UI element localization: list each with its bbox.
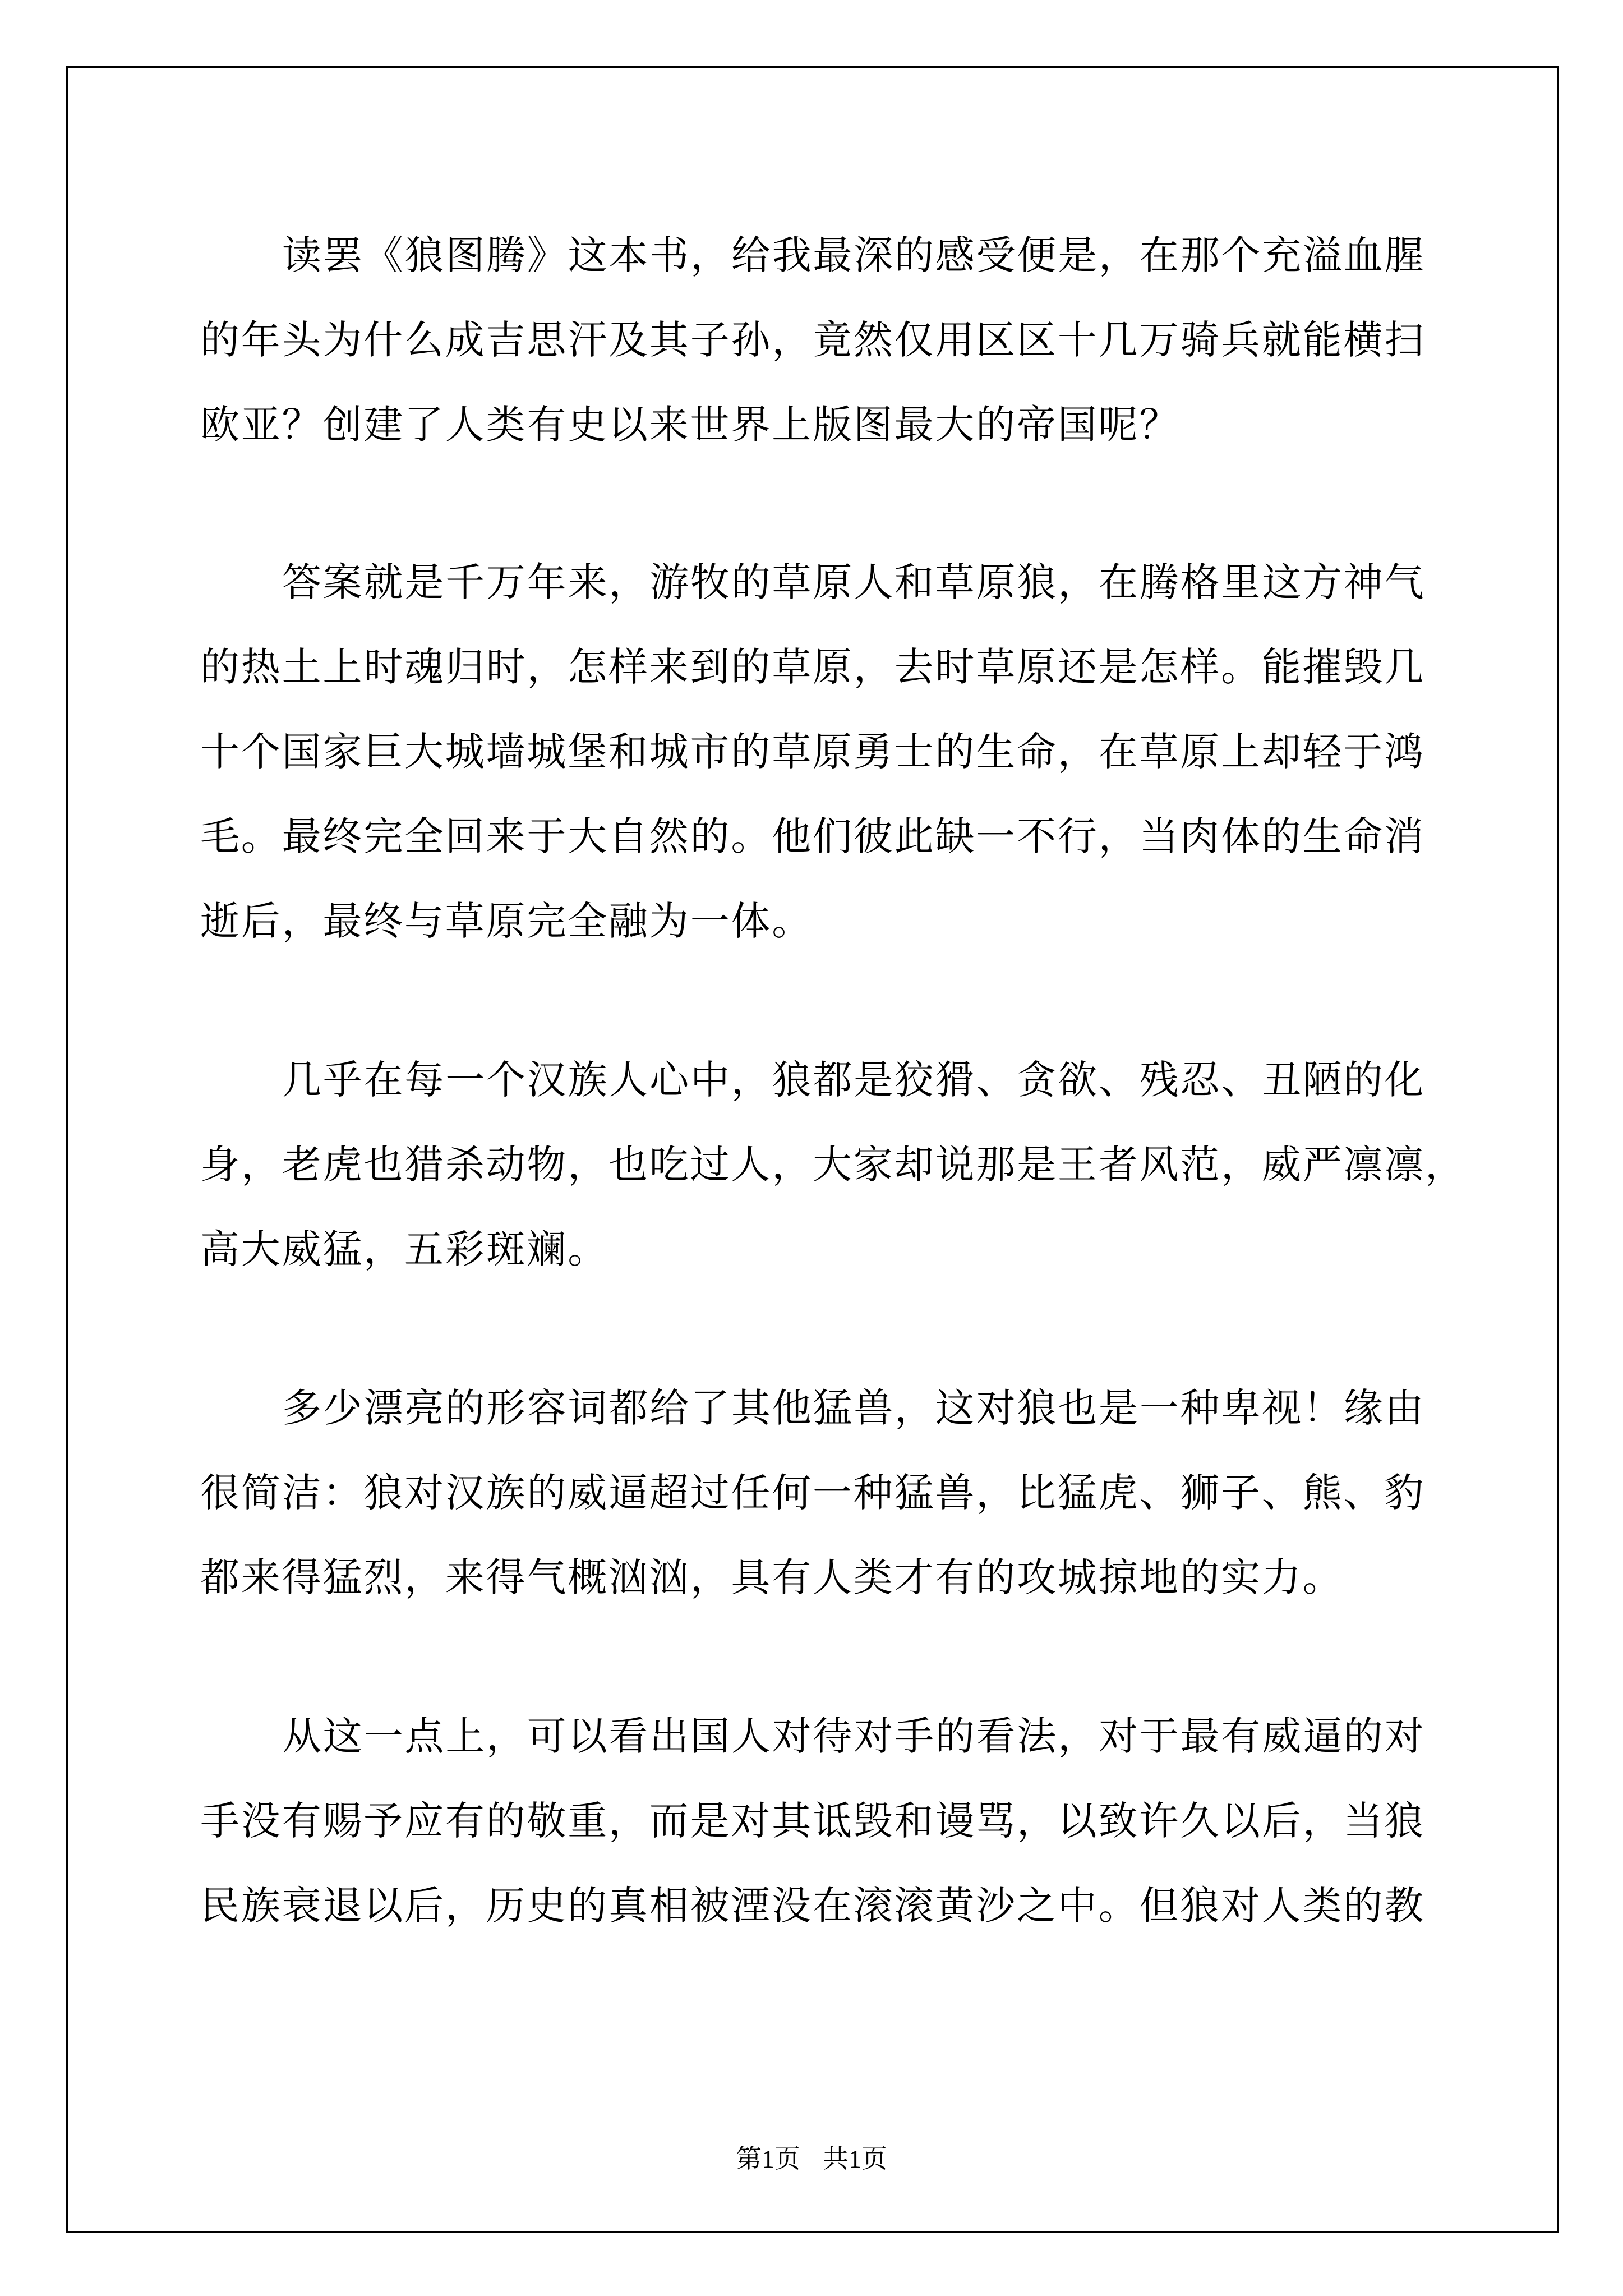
page-footer xyxy=(0,2138,1623,2175)
text-line: 的年头为什么成吉思汗及其子孙，竟然仅用区区十几万骑兵就能横扫 xyxy=(200,317,1425,363)
paragraph-2 xyxy=(200,540,1440,964)
paragraph-3 xyxy=(200,1038,1466,1292)
page-total: 共1页 xyxy=(823,2145,887,2173)
text-line: 手没有赐予应有的敬重，而是对其诋毁和谩骂，以致许久以后，当狼 xyxy=(200,1798,1425,1844)
paragraph-5 xyxy=(200,1694,1440,1948)
text-line: 答案就是千万年来，游牧的草原人和草原狼，在腾格里这方神气 xyxy=(282,559,1426,605)
text-line: 身，老虎也猎杀动物，也吃过人，大家却说那是王者风范，威严凛凛， xyxy=(200,1142,1466,1188)
text-line: 欧亚？创建了人类有史以来世界上版图最大的帝国呢？ xyxy=(200,402,1181,448)
text-line: 都来得猛烈，来得气概汹汹，具有人类才有的攻城掠地的实力。 xyxy=(200,1554,1344,1600)
paragraph-1 xyxy=(200,213,1440,467)
text-line: 读罢《狼图腾》这本书，给我最深的感受便是，在那个充溢血腥 xyxy=(282,232,1426,278)
text-line: 从这一点上，可以看出国人对待对手的看法，对于最有威逼的对 xyxy=(282,1713,1426,1759)
text-line: 的热土上时魂归时，怎样来到的草原，去时草原还是怎样。能摧毁几 xyxy=(200,644,1425,690)
text-line: 十个国家巨大城墙城堡和城市的草原勇士的生命，在草原上却轻于鸿 xyxy=(200,729,1425,775)
text-line: 毛。最终完全回来于大自然的。他们彼此缺一不行，当肉体的生命消 xyxy=(200,813,1425,859)
text-line: 很简洁：狼对汉族的威逼超过任何一种猛兽，比猛虎、狮子、熊、豹 xyxy=(200,1470,1425,1516)
text-line: 几乎在每一个汉族人心中，狼都是狡猾、贪欲、残忍、丑陋的化 xyxy=(282,1057,1426,1103)
page-number: 第1页 xyxy=(736,2145,800,2173)
text-line: 多少漂亮的形容词都给了其他猛兽，这对狼也是一种卑视！缘由 xyxy=(282,1385,1426,1431)
paragraph-4 xyxy=(200,1366,1440,1620)
text-line: 逝后，最终与草原完全融为一体。 xyxy=(200,898,813,944)
text-line: 高大威猛，五彩斑斓。 xyxy=(200,1226,608,1272)
text-line: 民族衰退以后，历史的真相被湮没在滚滚黄沙之中。但狼对人类的教 xyxy=(200,1883,1425,1929)
document-body xyxy=(200,213,1466,1948)
